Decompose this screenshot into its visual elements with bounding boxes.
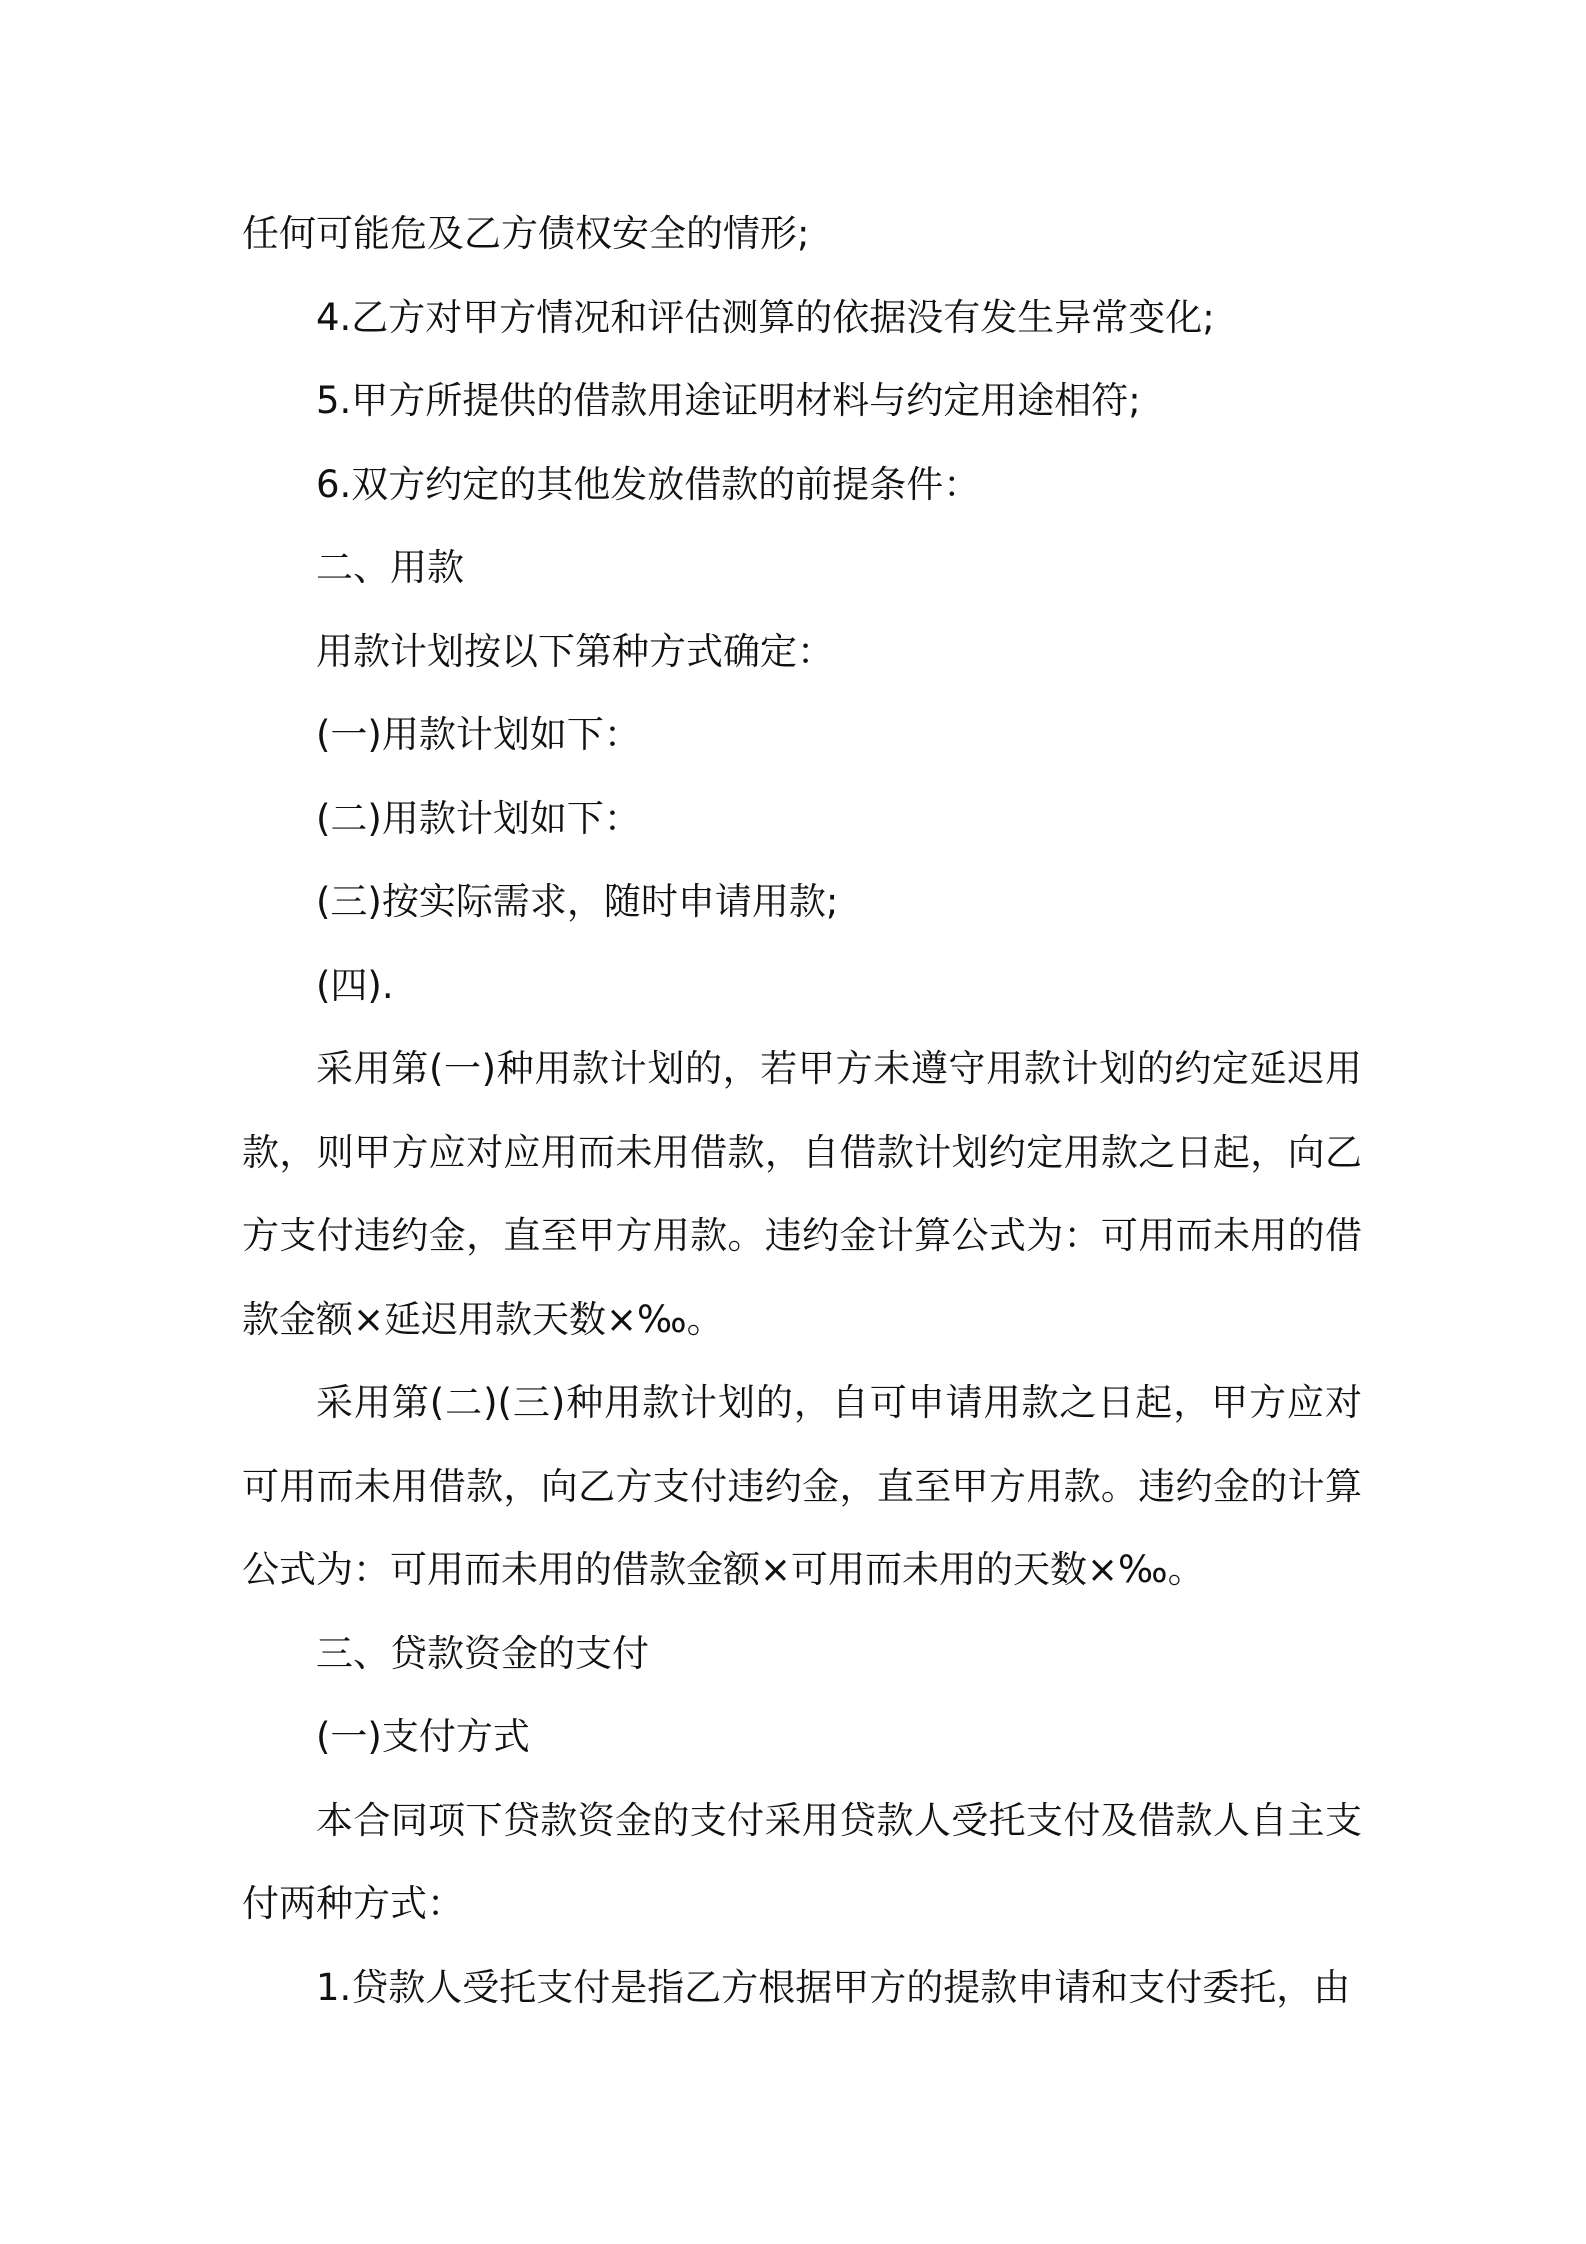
paragraph-payment-methods: 本合同项下贷款资金的支付采用贷款人受托支付及借款人自主支付两种方式： (242, 1798, 1362, 1925)
paragraph-item-6: 6.双方约定的其他发放借款的前提条件： (316, 462, 981, 506)
paragraph-usage-plan-intro: 用款计划按以下第种方式确定： (316, 629, 834, 673)
paragraph-penalty-plan-1: 采用第(一)种用款计划的，若甲方未遵守用款计划的约定延迟用款，则甲方应对应用而未用借款，自借款计划约定用款之日起，向乙方支付违约金，直至甲方用款。违约金计算公式为：可用而未用的借款金额×延迟用款天数×‰。 (242, 1047, 1362, 1341)
paragraph-plan-option-3: (三)按实际需求，随时申请用款; (316, 880, 839, 923)
paragraph-penalty-plan-2-3: 采用第(二)(三)种用款计划的，自可申请用款之日起，甲方应对可用而未用借款，向乙方支付违约金，直至甲方用款。违约金的计算公式为：可用而未用的借款金额×可用而未用的天数×‰。 (242, 1381, 1362, 1591)
paragraph-item-5: 5.甲方所提供的借款用途证明材料与约定用途相符; (316, 379, 1141, 422)
subheading-payment-method: (一)支付方式 (316, 1715, 530, 1758)
paragraph-entrusted-payment: 1.贷款人受托支付是指乙方根据甲方的提款申请和支付委托，由 (316, 1965, 1351, 2009)
document-body (242, 192, 1362, 2029)
paragraph-item-4: 4.乙方对甲方情况和评估测算的依据没有发生异常变化; (316, 295, 1215, 339)
section-heading-usage: 二、用款 (316, 546, 464, 589)
section-heading-payment: 三、贷款资金的支付 (316, 1631, 649, 1675)
paragraph-plan-option-2: (二)用款计划如下： (316, 796, 641, 840)
paragraph-plan-option-1: (一)用款计划如下： (316, 713, 641, 756)
paragraph-plan-option-4: (四). (316, 963, 394, 1007)
paragraph-creditor-safety: 任何可能危及乙方债权安全的情形; (242, 212, 810, 255)
